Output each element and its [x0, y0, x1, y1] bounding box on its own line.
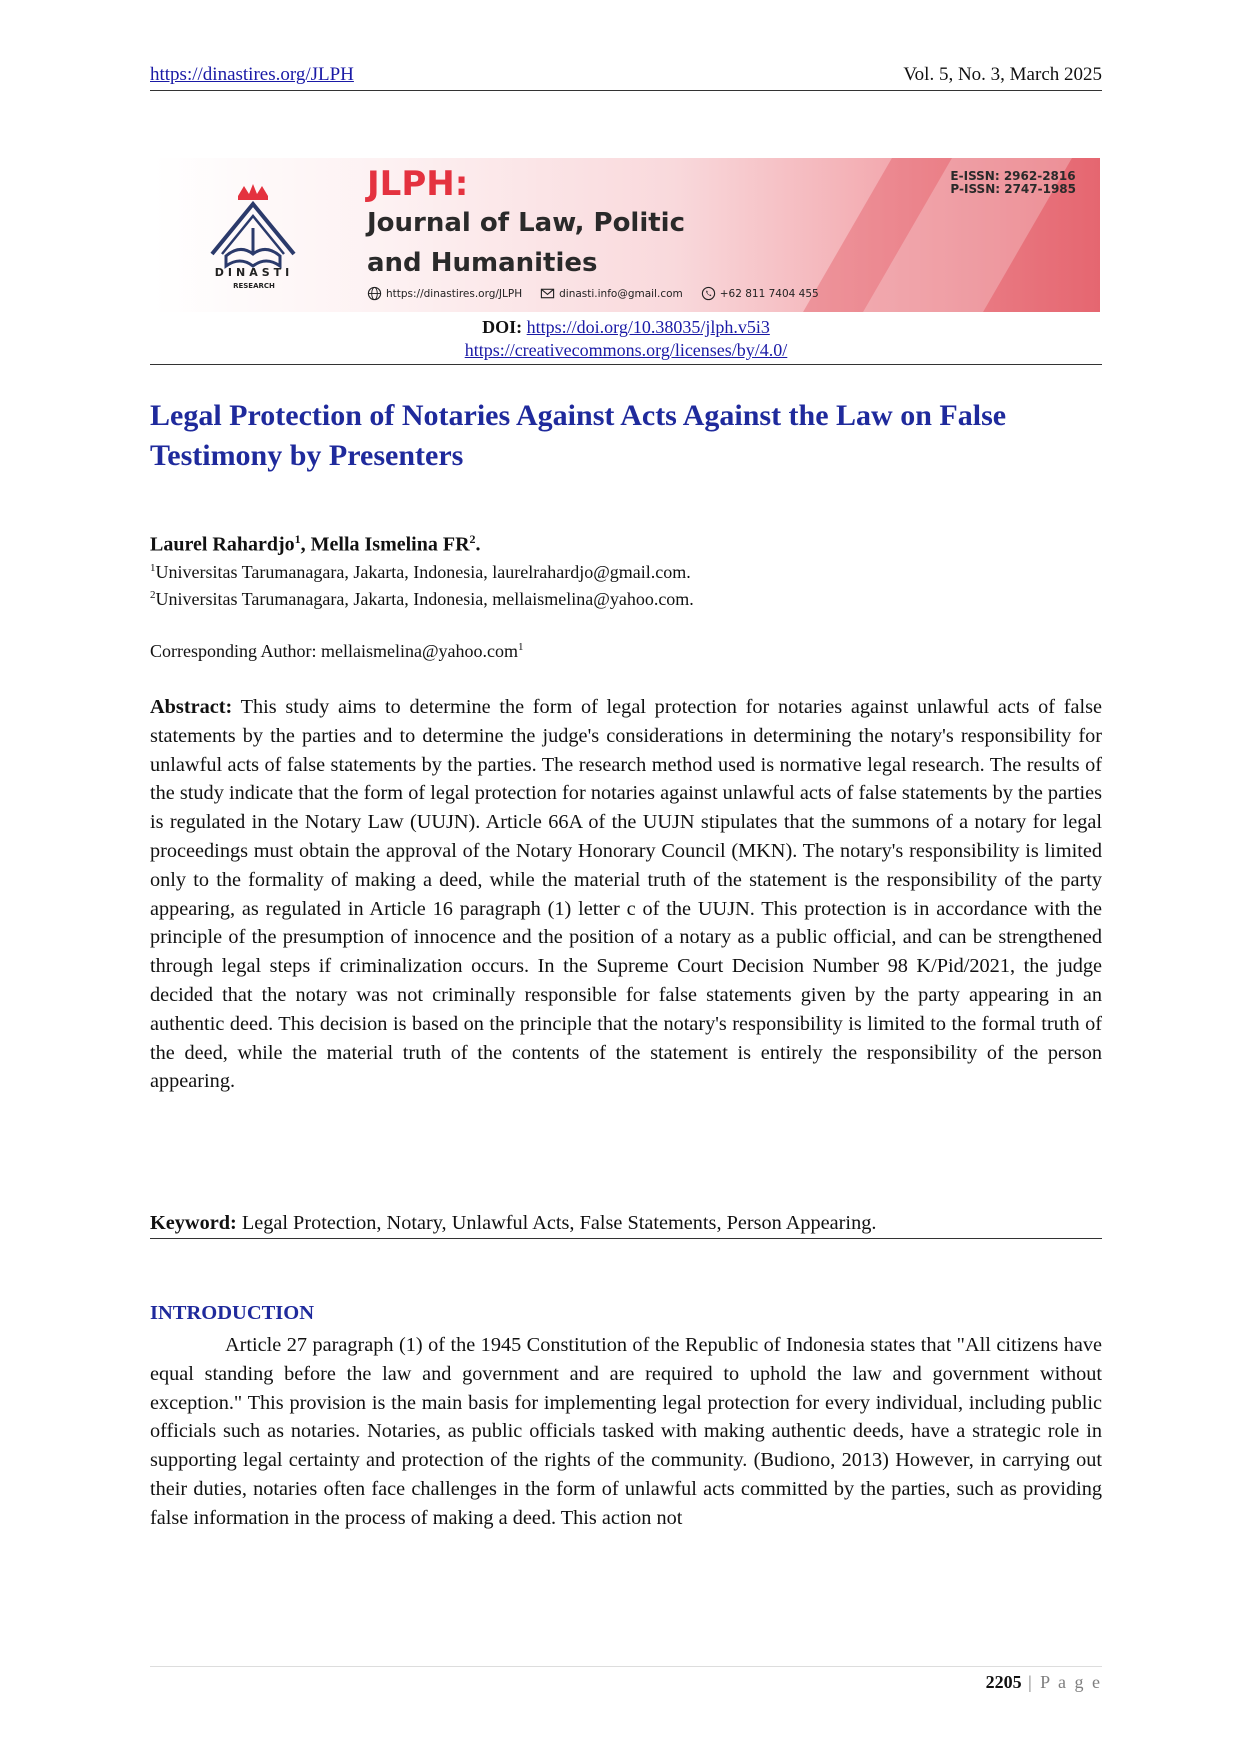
phone-contact — [701, 286, 819, 301]
author-superscript: 2 — [469, 532, 476, 546]
page-number: 2205 — [985, 1672, 1022, 1692]
website-text: https://dinastires.org/JLPH — [386, 287, 523, 300]
corresponding-label: Corresponding Author: — [150, 641, 321, 661]
page-label: P a g e — [1040, 1672, 1102, 1692]
author-separator: . — [475, 533, 481, 556]
website-contact — [367, 286, 522, 301]
logo-subtitle: RESEARCH — [233, 282, 275, 290]
email-contact — [540, 286, 683, 301]
journal-name-line2: and Humanities — [367, 248, 598, 278]
globe-icon — [367, 286, 382, 301]
page-footer — [986, 1672, 1102, 1693]
affiliation-superscript: 2 — [150, 589, 156, 601]
header-divider — [150, 364, 1102, 365]
section-heading-introduction: INTRODUCTION — [150, 1302, 315, 1324]
page-separator: | — [1021, 1672, 1041, 1692]
corresponding-superscript: 1 — [518, 641, 524, 653]
license-link[interactable]: https://creativecommons.org/licenses/by/4.0/ — [464, 340, 788, 360]
author-list — [150, 532, 481, 557]
issn-block — [950, 170, 1076, 196]
corresponding-author — [150, 641, 524, 662]
affiliation — [150, 562, 691, 583]
keywords — [150, 1212, 1102, 1239]
abstract — [150, 693, 1102, 1096]
journal-abbreviation: JLPH: — [367, 164, 469, 204]
introduction-paragraph: Article 27 paragraph (1) of the 1945 Constitution of the Republic of Indonesia states that "All citizens have equal standing before the law and government and are required to uphold the law and government without exception." This provision is the main basis for implementing legal protection for every individual, including public officials such as notaries. Notaries, as public officials tasked with making authentic deeds, have a strategic role in supporting legal certainty and protection of the rights of the community. (Budiono, 2013) However, in carrying out their duties, notaries often face challenges in the form of unlawful acts committed by the parties, such as providing false information in the process of making a deed. This action not — [150, 1334, 1102, 1529]
article-title: Legal Protection of Notaries Against Acts Against the Law on False Testimony by Presenters — [150, 399, 1007, 472]
doi-label: DOI: — [482, 317, 523, 337]
phone-text: +62 811 7404 455 — [719, 287, 819, 300]
footer-divider — [150, 1666, 1102, 1667]
whatsapp-icon — [701, 286, 716, 301]
doi-block — [150, 316, 1102, 362]
author-name: Mella Ismelina FR — [310, 533, 470, 556]
author-superscript: 1 — [294, 532, 301, 546]
author-name: Laurel Rahardjo — [150, 533, 295, 556]
journal-url-link[interactable]: https://dinastires.org/JLPH — [150, 64, 354, 85]
running-header — [150, 58, 1102, 91]
corresponding-email: mellaismelina@yahoo.com — [321, 641, 519, 661]
affiliation-superscript: 1 — [150, 562, 156, 574]
license-line — [150, 339, 1102, 362]
keyword-label: Keyword: — [150, 1212, 237, 1234]
doi-line — [150, 316, 1102, 339]
logo-name: DINASTI — [214, 266, 294, 279]
abstract-label: Abstract: — [150, 696, 233, 718]
author-separator: , — [300, 533, 311, 556]
keyword-text: Legal Protection, Notary, Unlawful Acts, False Statements, Person Appearing. — [236, 1212, 877, 1234]
affiliation-text: Universitas Tarumanagara, Jakarta, Indonesia, mellaismelina@yahoo.com. — [155, 589, 694, 609]
journal-banner — [153, 158, 1100, 312]
email-text: dinasti.info@gmail.com — [559, 287, 683, 300]
doi-link[interactable]: https://doi.org/10.38035/jlph.v5i3 — [526, 317, 770, 337]
affiliation-text: Universitas Tarumanagara, Jakarta, Indonesia, laurelrahardjo@gmail.com. — [155, 562, 691, 582]
contact-row — [367, 286, 819, 301]
e-issn: E-ISSN: 2962-2816 — [950, 169, 1076, 183]
journal-name-line1: Journal of Law, Politic — [367, 208, 686, 238]
affiliation — [150, 589, 694, 610]
p-issn: P-ISSN: 2747-1985 — [950, 182, 1076, 196]
mail-icon — [540, 286, 555, 301]
abstract-text: This study aims to determine the form of legal protection for notaries against unlawful acts of false statements by the parties and to determine the judge's considerations in determining the notary's responsibility for unlawful acts of false statements by the parties. The research method used is normative legal research. The results of the study indicate that the form of legal protection for notaries against unlawful acts of false statements by the parties is regulated in the Notary Law (UUJN). Article 66A of the UUJN stipulates that the summons of a notary for legal proceedings must obtain the approval of the Notary Honorary Council (MKN). The notary's responsibility is limited only to the formality of making a deed, while the material truth of the statement is the responsibility of the party appearing, as regulated in Article 16 paragraph (1) letter c of the UUJN. This protection is in accordance with the principle of the presumption of innocence and the position of a notary as a public official, and can be strengthened through legal steps if criminalization occurs. In the Supreme Court Decision Number 98 K/Pid/2021, the judge decided that the notary was not criminally responsible for false statements given by the party appearing in an authentic deed. This decision is based on the principle that the notary's responsibility is limited to the formal truth of the deed, while the material truth of the contents of the statement is entirely the responsibility of the person appearing. — [150, 696, 1102, 1093]
volume-info: Vol. 5, No. 3, March 2025 — [903, 64, 1102, 85]
